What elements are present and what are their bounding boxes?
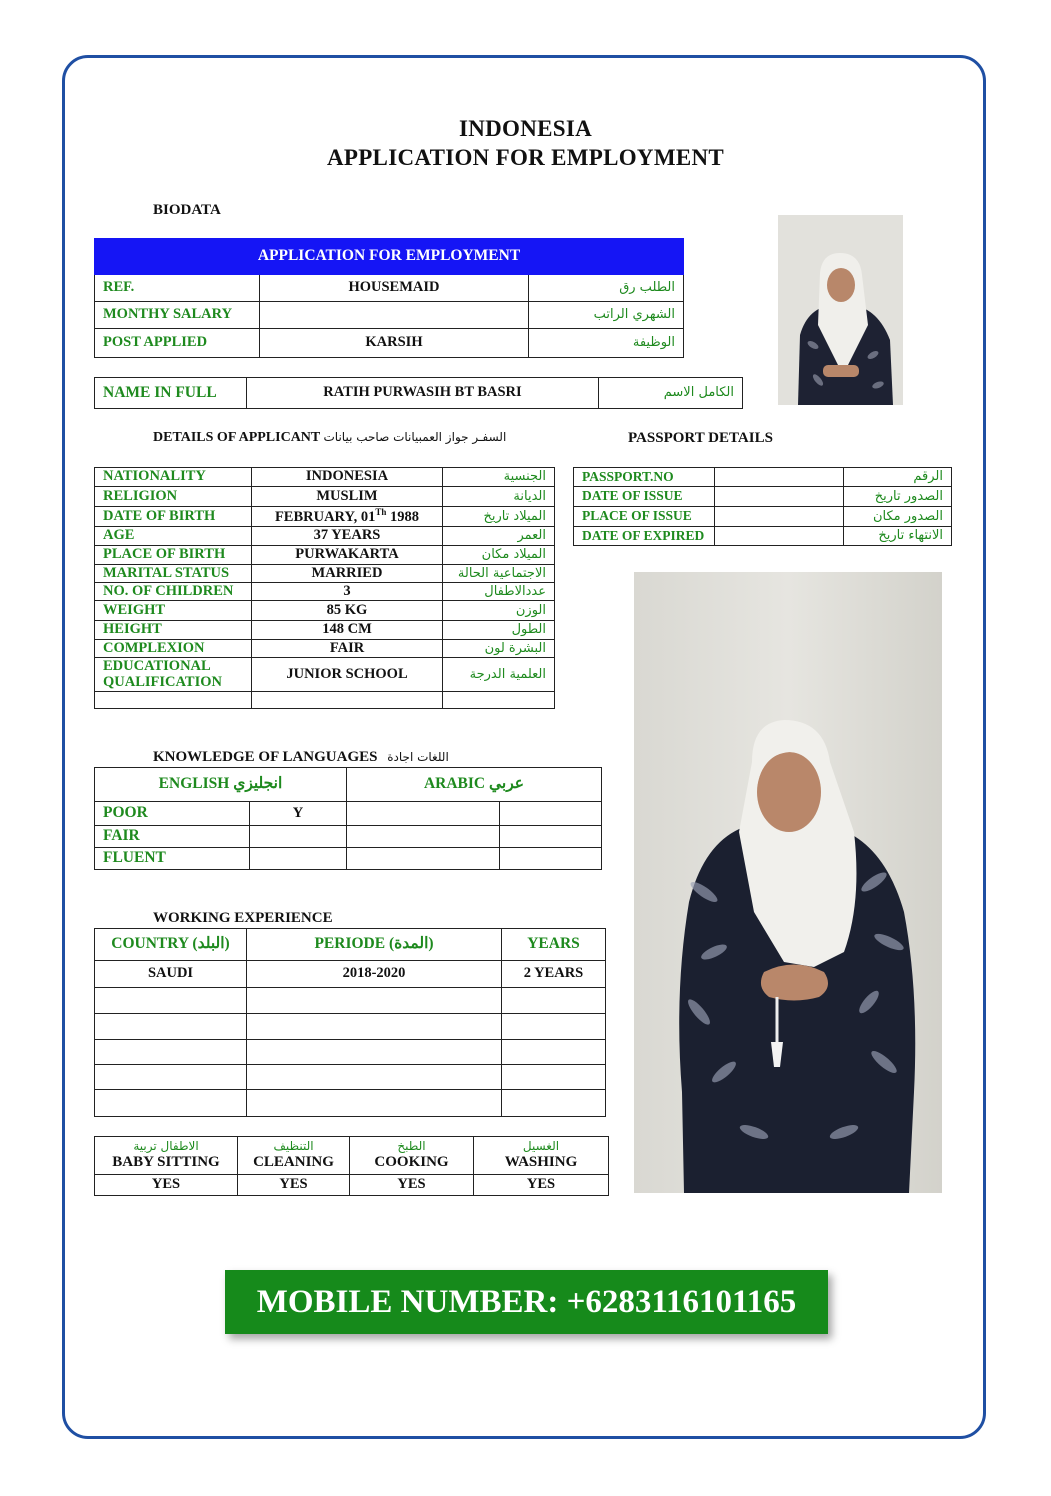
table-row: AGE 37 YEARS العمر bbox=[95, 527, 555, 546]
table-row: WEIGHT 85 KG الوزن bbox=[95, 601, 555, 621]
applicant-table bbox=[94, 467, 555, 709]
table-row: POOR Y bbox=[95, 802, 602, 826]
table-row: SAUDI 2018-2020 2 YEARS bbox=[95, 961, 606, 988]
table-row: HEIGHT 148 CM الطول bbox=[95, 621, 555, 640]
table-row bbox=[95, 1090, 606, 1117]
table-row: DATE OF EXPIRED الانتهاء تاريخ bbox=[574, 527, 952, 546]
years-column-header: YEARS bbox=[502, 929, 606, 961]
employment-table bbox=[94, 238, 684, 358]
table-row: NATIONALITY INDONESIA الجنسية bbox=[95, 468, 555, 487]
experience-table bbox=[94, 928, 606, 1117]
experience-heading: WORKING EXPERIENCE bbox=[153, 910, 333, 926]
table-row: MONTHY SALARY الشهري الراتب bbox=[95, 302, 684, 329]
table-row: EDUCATIONAL QUALIFICATION JUNIOR SCHOOL العلمية الدرجة bbox=[95, 658, 555, 692]
skill-baby-sitting: الاطفال تربية BABY SITTING bbox=[95, 1137, 238, 1175]
name-label: NAME IN FULL bbox=[95, 378, 247, 409]
table-row: DATE OF ISSUE الصدور تاريخ bbox=[574, 487, 952, 507]
arabic-column-header: ARABIC عربي bbox=[347, 768, 602, 802]
skill-washing: الغسيل WASHING bbox=[474, 1137, 609, 1175]
country-column-header: COUNTRY (البلد) bbox=[95, 929, 247, 961]
passport-table bbox=[573, 467, 952, 546]
passport-heading: PASSPORT DETAILS bbox=[628, 430, 773, 446]
table-row: PLACE OF BIRTH PURWAKARTA الميلاد مكان bbox=[95, 546, 555, 565]
biodata-label: BIODATA bbox=[153, 202, 221, 218]
country-title: INDONESIA bbox=[458, 116, 593, 141]
skill-cleaning: التنظيف CLEANING bbox=[238, 1137, 350, 1175]
table-row bbox=[95, 1014, 606, 1040]
table-row bbox=[95, 1065, 606, 1090]
table-row: REF. HOUSEMAID الطلب رق bbox=[95, 275, 684, 302]
table-row bbox=[95, 1040, 606, 1065]
table-row: FLUENT bbox=[95, 848, 602, 870]
details-heading: DETAILS OF APPLICANT السفـر جواز العمبيانات صاحب بيانات bbox=[153, 430, 507, 445]
employment-banner: APPLICATION FOR EMPLOYMENT bbox=[95, 239, 684, 275]
languages-heading: KNOWLEDGE OF LANGUAGES اللغات اجادة bbox=[153, 749, 449, 765]
table-row: COMPLEXION FAIR البشرة لون bbox=[95, 640, 555, 658]
period-column-header: PERIODE (المدة) bbox=[247, 929, 502, 961]
applicant-photo-large bbox=[634, 572, 942, 1193]
english-column-header: ENGLISH انجليزي bbox=[95, 768, 347, 802]
table-row bbox=[95, 692, 555, 709]
name-value: RATIH PURWASIH BT BASRI bbox=[247, 378, 599, 409]
table-row bbox=[95, 988, 606, 1014]
table-row: RELIGION MUSLIM الديانة bbox=[95, 487, 555, 507]
table-row: PASSPORT.NO الرقم bbox=[574, 468, 952, 487]
name-label-ar: الكامل الاسم bbox=[599, 378, 743, 409]
mobile-number-banner: MOBILE NUMBER: +6283116101165 bbox=[225, 1270, 828, 1334]
table-row: DATE OF BIRTH FEBRUARY, 01Th 1988 الميلاد تاريخ bbox=[95, 507, 555, 527]
table-row: FAIR bbox=[95, 826, 602, 848]
table-row: NO. OF CHILDREN 3 عددالاطفال bbox=[95, 583, 555, 601]
name-table bbox=[94, 377, 743, 409]
applicant-photo-small bbox=[778, 215, 903, 405]
table-row: MARITAL STATUS MARRIED الاجتماعية الحالة bbox=[95, 565, 555, 583]
table-row: YES YES YES YES bbox=[95, 1175, 609, 1196]
page-title: APPLICATION FOR EMPLOYMENT bbox=[326, 145, 725, 170]
table-row: PLACE OF ISSUE الصدور مكان bbox=[574, 507, 952, 527]
skill-cooking: الطبخ COOKING bbox=[350, 1137, 474, 1175]
languages-table bbox=[94, 767, 602, 870]
skills-table bbox=[94, 1136, 609, 1196]
table-row: POST APPLIED KARSIH الوظيفة bbox=[95, 329, 684, 358]
